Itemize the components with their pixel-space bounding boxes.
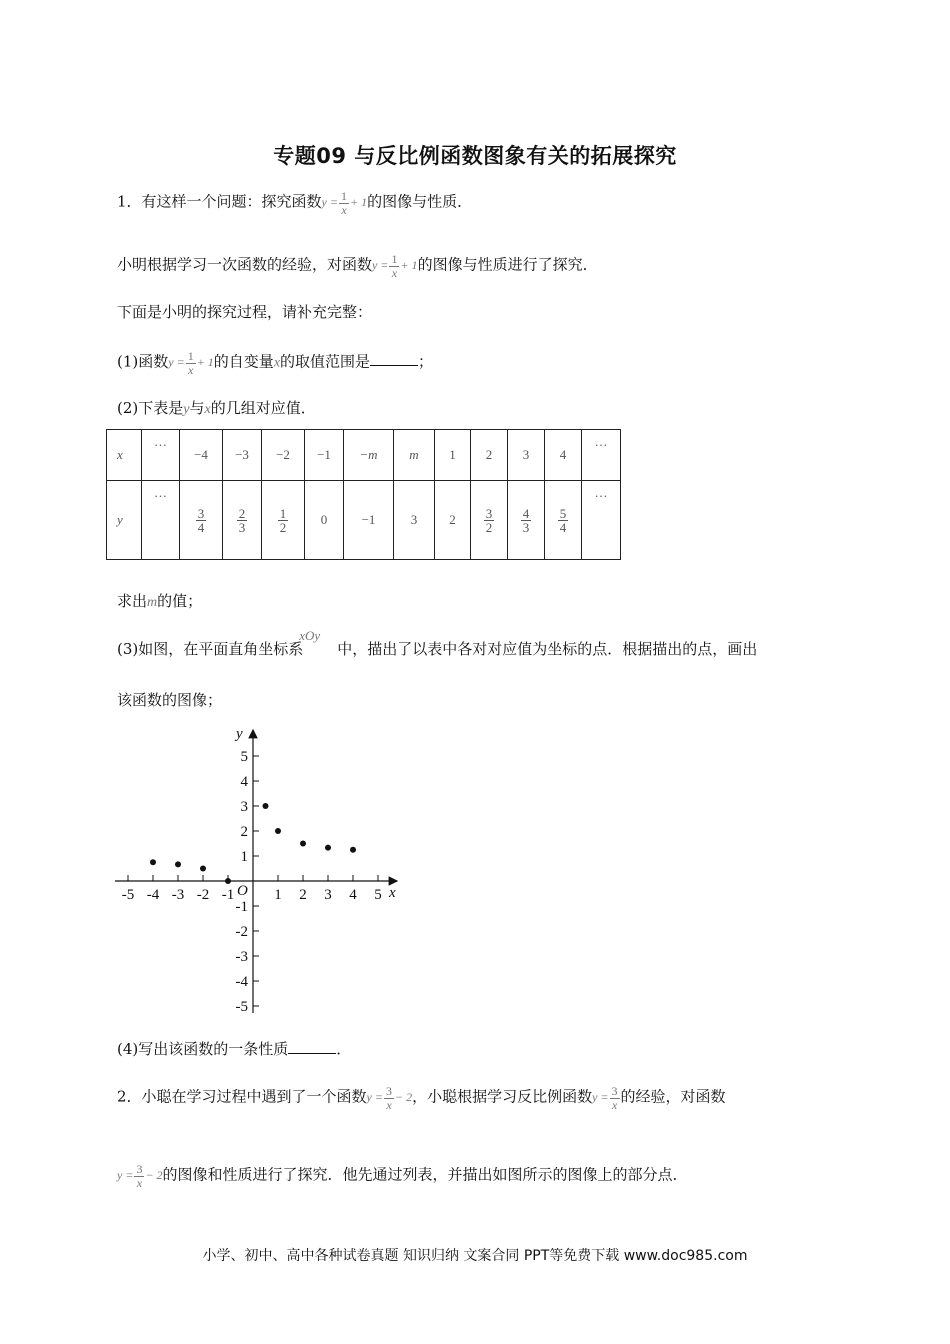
x-cell-7: m [394,430,435,481]
coordinate-plot [110,722,410,1022]
x-tick-label: -5 [121,887,135,903]
x-cell-3: −3 [223,430,262,481]
x-tick-label: -2 [196,887,210,903]
x-cell-0: x [107,430,142,481]
formula-y-1-over-x-plus-1: y = $\frac{1}{x}$ + 1 [321,189,368,217]
y-axis-label: y [236,726,243,742]
q1-part-3: (3)如图，在平面直角坐标系xOy中，描出了以表中各对对应值为坐标的点．根据描出的点，画出 [117,638,757,661]
y-tick-label: 3 [240,799,248,815]
x-cell-10: 3 [508,430,545,481]
x-tick-label: 5 [374,887,382,903]
data-point [350,847,356,853]
x-tick-label: 2 [299,887,307,903]
formula-y-1-over-x-plus-1: y = $\frac{1}{x}$ + 1 [168,349,214,377]
formula-xoy: xOy [299,628,321,643]
data-point [175,861,181,867]
y-cell-11: $\frac{5}{4}$ [545,481,582,560]
answer-blank-4[interactable] [288,1039,336,1054]
q1-part-3-cont: 该函数的图像； [117,691,223,709]
y-cell-10: $\frac{4}{3}$ [508,481,545,560]
y-tick-label: 1 [240,849,248,865]
x-cell-6: −m [344,430,394,481]
y-cell-7: 3 [394,481,435,560]
y-cell-5: 0 [305,481,344,560]
y-cell-0: y [107,481,142,560]
table-row-y [107,481,621,560]
formula-y-1-over-x-plus-1: y = $\frac{1}{x}$ + 1 [372,252,418,280]
y-tick-label: -1 [235,899,248,915]
y-tick-label: -4 [235,974,248,990]
table-row-x [107,430,621,481]
y-tick-label: 5 [240,749,248,765]
x-cell-2: −4 [180,430,223,481]
page-title: 专题09 与反比例函数图象有关的拓展探究 [273,144,677,168]
q1-find-m: 求出m的值； [117,592,203,610]
x-cell-8: 1 [435,430,471,481]
value-table [106,429,621,560]
x-cell-12: … [582,430,621,481]
formula-y-3-over-x: y = $\frac{3}{x}$ [592,1084,618,1112]
q1-line-3: 下面是小明的探究过程，请补充完整： [117,303,373,321]
answer-blank-1[interactable] [370,351,418,366]
origin-label: O [237,883,248,899]
data-point [275,828,281,834]
x-cell-4: −2 [262,430,305,481]
x-axis-label: x [389,885,396,901]
x-tick-label: -3 [171,887,185,903]
q1-line-2: 小明根据学习一次函数的经验，对函数y = $\frac{1}{x}$ + 1的图像与性质进行了探究． [117,252,598,280]
x-cell-5: −1 [305,430,344,481]
data-point [325,845,331,851]
footer-text: 小学、初中、高中各种试卷真题 知识归纳 文案合同 PPT等免费下载 www.doc985.com [202,1248,748,1264]
y-cell-8: 2 [435,481,471,560]
y-tick-label: -2 [235,924,248,940]
x-tick-label: 3 [324,887,332,903]
x-cell-1: … [142,430,180,481]
y-cell-12: … [582,481,621,560]
data-point [225,878,231,884]
q1-part-2: (2)下表是y与x的几组对应值． [117,399,316,417]
x-cell-11: 4 [545,430,582,481]
q2-line-1: 2．小聪在学习过程中遇到了一个函数y = $\frac{3}{x}$ − 2，小聪根据学习反比例函数y = $\frac{3}{x}$ 的经验，对函数 [117,1084,726,1112]
x-tick-label: 4 [349,887,357,903]
y-cell-3: $\frac{2}{3}$ [223,481,262,560]
y-cell-1: … [142,481,180,560]
x-tick-label: -4 [146,887,160,903]
formula-y-3-over-x-minus-2: y = $\frac{3}{x}$ − 2 [117,1162,163,1190]
data-point [150,859,156,865]
q1-intro-text: 1．有这样一个问题：探究函数 [117,192,322,211]
data-point [200,866,206,872]
y-tick-label: -5 [235,999,248,1015]
x-tick-label: -1 [221,887,235,903]
x-tick-label: 1 [274,887,282,903]
x-cell-9: 2 [471,430,508,481]
data-point [263,803,269,809]
q1-intro-line: 1．有这样一个问题：探究函数y = $\frac{1}{x}$ + 1的图像与性质． [117,189,473,217]
y-cell-4: $\frac{1}{2}$ [262,481,305,560]
data-point [300,841,306,847]
q1-part-1: (1)函数y = $\frac{1}{x}$ + 1的自变量x的取值范围是 ； [117,349,434,377]
y-cell-2: $\frac{3}{4}$ [180,481,223,560]
y-tick-label: 4 [240,774,248,790]
y-cell-6: −1 [344,481,394,560]
q2-line-2: y = $\frac{3}{x}$ − 2的图像和性质进行了探究．他先通过列表，并描出如图所示的图像上的部分点． [117,1162,688,1190]
y-cell-9: $\frac{3}{2}$ [471,481,508,560]
formula-y-3-over-x-minus-2: y = $\frac{3}{x}$ − 2 [366,1084,413,1112]
q1-part-4: (4)写出该函数的一条性质 ． [117,1040,352,1058]
y-tick-label: -3 [235,949,248,965]
y-tick-label: 2 [240,824,248,840]
